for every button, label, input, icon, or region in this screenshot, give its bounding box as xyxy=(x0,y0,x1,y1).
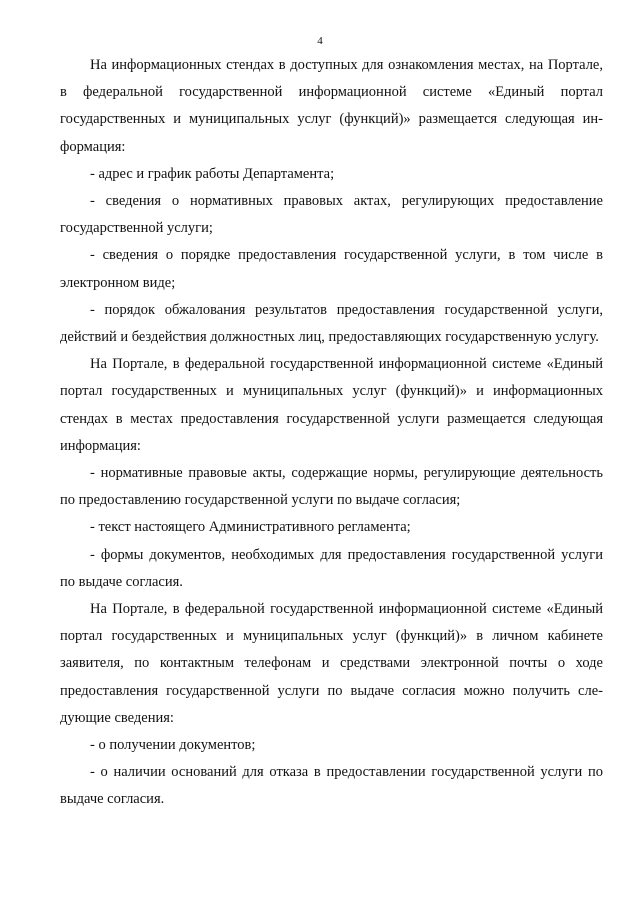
paragraph-portal-stands: На Портале, в федеральной государственной информационной системе «Единый портал государственных и муниципальных услуг (функций)» и информационных стендах в местах предоставления государственной услуги размещается следующая информация: xyxy=(60,356,603,454)
list-item-legal-acts-info: - сведения о нормативных правовых актах, регулирующих предоставление государственной услуги; xyxy=(60,193,603,237)
list-item-appeal-procedure: - порядок обжалования результатов предоставления государственной услуги, действий и бездействия должностных лиц, предоставляющих государственную услугу. xyxy=(60,301,603,346)
list-item-document-forms: - формы документов, необходимых для предоставления государственной услуги по выдаче согласия. xyxy=(60,546,603,590)
list-item-procedure-info: - сведения о порядке предоставления государственной услуги, в том числе в электронном виде; xyxy=(60,247,603,291)
paragraph-info-stands: На информационных стендах в доступных для ознакомления местах, на Портале, в федеральной государственной информационной системе «Единый портал государственных и муниципальных услуг (функций)» размещается следующая информация: xyxy=(60,57,603,155)
list-item-regulation-text: - текст настоящего Административного регламента; xyxy=(90,519,411,536)
page-number: 4 xyxy=(317,35,323,47)
paragraph-personal-cabinet: На Портале, в федеральной государственной информационной системе «Единый портал государственных и муниципальных услуг (функций)» в личном кабинете заявителя, по контактным телефонам и средствами электронной почты о ходе предоставления государственной услуги по выдаче согласия можно получить следующие сведения: xyxy=(60,601,603,726)
list-item-refusal-grounds: - о наличии оснований для отказа в предоставлении государственной услуги по выдаче согласия. xyxy=(60,764,603,808)
list-item-normative-acts: - нормативные правовые акты, содержащие нормы, регулирующие деятельность по предоставлению государственной услуги по выдаче согласия; xyxy=(60,465,603,509)
list-item-document-receipt: - о получении документов; xyxy=(90,737,256,754)
list-item-address-schedule: - адрес и график работы Департамента; xyxy=(90,165,335,182)
document-body xyxy=(60,52,603,814)
